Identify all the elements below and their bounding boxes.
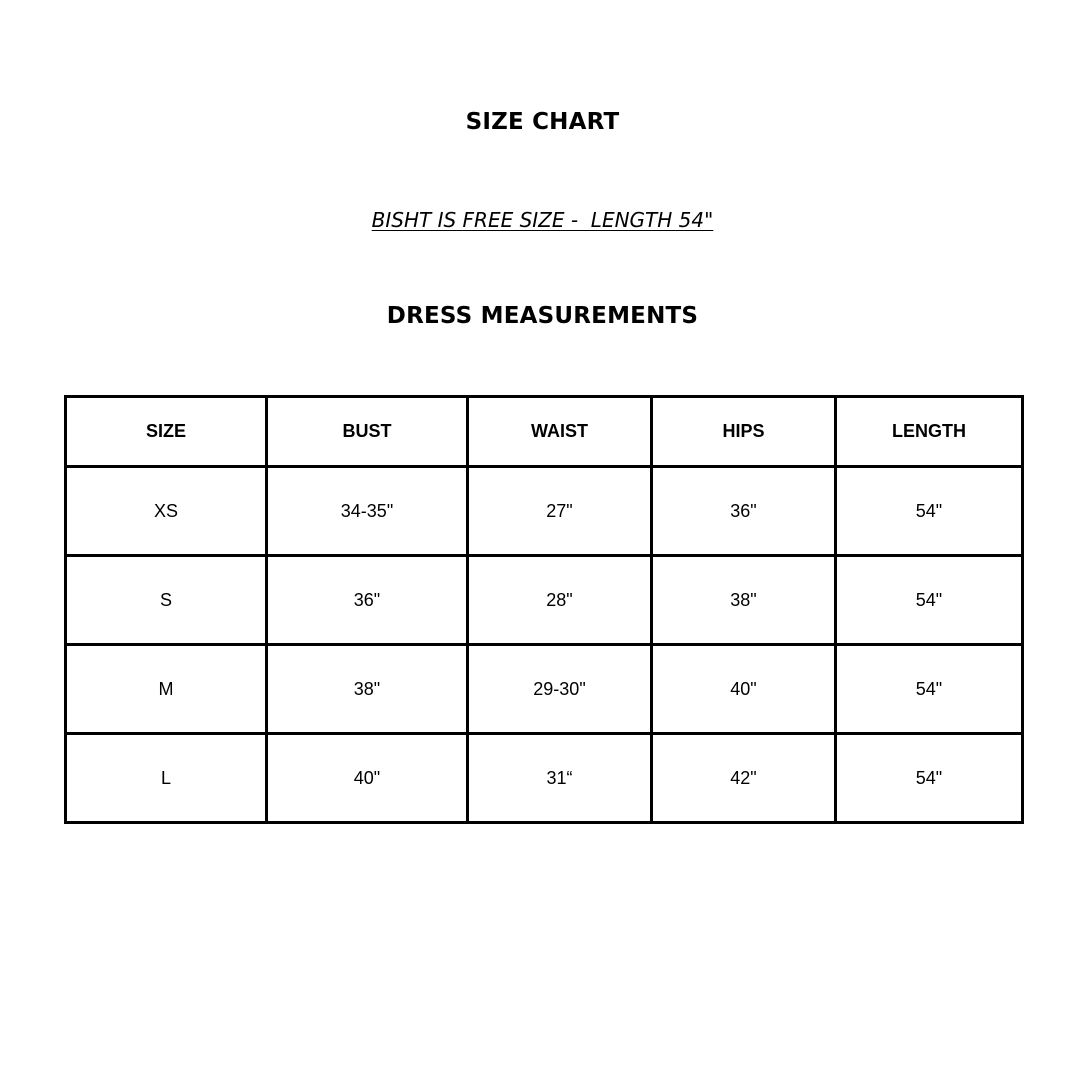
header-length: LENGTH bbox=[836, 397, 1023, 467]
table-row bbox=[66, 467, 1023, 556]
cell-waist: 28" bbox=[468, 556, 652, 645]
table-row bbox=[66, 645, 1023, 734]
cell-bust: 40" bbox=[267, 734, 468, 823]
cell-bust: 34-35" bbox=[267, 467, 468, 556]
table-header-row bbox=[66, 397, 1023, 467]
cell-hips: 42" bbox=[652, 734, 836, 823]
cell-waist: 27" bbox=[468, 467, 652, 556]
header-size: SIZE bbox=[66, 397, 267, 467]
cell-size: L bbox=[66, 734, 267, 823]
cell-size: S bbox=[66, 556, 267, 645]
cell-bust: 38" bbox=[267, 645, 468, 734]
header-waist: WAIST bbox=[468, 397, 652, 467]
cell-length: 54" bbox=[836, 645, 1023, 734]
section-title: DRESS MEASUREMENTS bbox=[386, 303, 699, 329]
cell-hips: 36" bbox=[652, 467, 836, 556]
header-hips: HIPS bbox=[652, 397, 836, 467]
cell-waist: 31“ bbox=[468, 734, 652, 823]
cell-length: 54" bbox=[836, 734, 1023, 823]
cell-hips: 38" bbox=[652, 556, 836, 645]
header-bust: BUST bbox=[267, 397, 468, 467]
page-title: SIZE CHART bbox=[465, 109, 620, 135]
bisht-size-note: BISHT IS FREE SIZE - LENGTH 54" bbox=[371, 208, 714, 232]
cell-bust: 36" bbox=[267, 556, 468, 645]
cell-size: XS bbox=[66, 467, 267, 556]
cell-length: 54" bbox=[836, 467, 1023, 556]
table-row bbox=[66, 556, 1023, 645]
cell-waist: 29-30" bbox=[468, 645, 652, 734]
cell-size: M bbox=[66, 645, 267, 734]
size-table bbox=[64, 395, 1024, 824]
cell-length: 54" bbox=[836, 556, 1023, 645]
cell-hips: 40" bbox=[652, 645, 836, 734]
table-row bbox=[66, 734, 1023, 823]
